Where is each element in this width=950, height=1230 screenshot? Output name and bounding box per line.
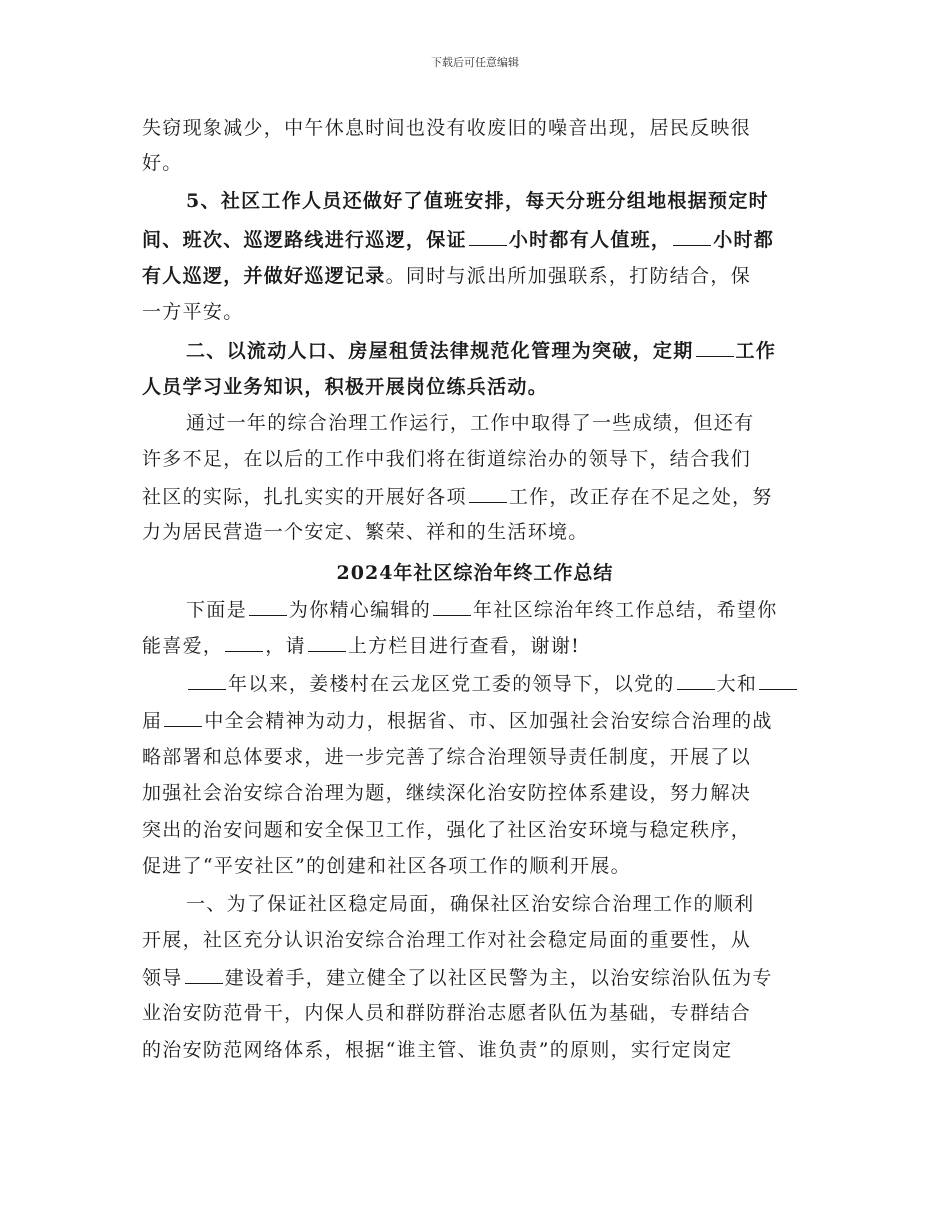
blank-underline <box>164 708 202 727</box>
blank-underline <box>469 227 507 246</box>
blank-underline <box>249 597 287 616</box>
page-header: 下载后可任意编辑 <box>431 56 519 69</box>
text-line: 下面是 为你精心编辑的 年社区综治年终工作总结，希望你 <box>186 599 778 621</box>
text-line: 社区的实际，扎扎实实的开展好各项 工作，改正存在不足之处，努 <box>142 486 773 508</box>
text-line: 能喜爱， ，请 上方栏目进行查看，谢谢! <box>142 635 581 657</box>
blank-underline <box>759 671 797 690</box>
text-line: 开展，社区充分认识治安综合治理工作对社会稳定局面的重要性，从 <box>142 929 752 951</box>
text-line: 间、班次、巡逻路线进行巡逻，保证 小时都有人值班， 小时都 <box>142 229 775 251</box>
text-line: 届 中全会精神为动力，根据省、市、区加强社会治安综合治理的战 <box>142 710 773 732</box>
blank-underline <box>433 597 471 616</box>
text-line: 一、为了保证社区稳定局面，确保社区治安综合治理工作的顺利 <box>186 893 755 915</box>
text-line: 促进了“平安社区”的创建和社区各项工作的顺利开展。 <box>142 855 631 877</box>
blank-underline <box>225 633 263 652</box>
text-line: 领导 建设着手，建立健全了以社区民警为主，以治安综治队伍为专 <box>142 967 773 989</box>
text-line: 失窃现象减少，中午休息时间也没有收废旧的噪音出现，居民反映很 <box>142 117 752 139</box>
text-line: 力为居民营造一个安定、繁荣、祥和的生活环境。 <box>142 521 589 543</box>
text-line: 二、以流动人口、房屋租赁法律规范化管理为突破，定期 工作 <box>186 340 777 362</box>
text-line: 通过一年的综合治理工作运行，工作中取得了一些成绩，但还有 <box>186 412 755 434</box>
blank-underline <box>469 484 507 503</box>
text-line: 一方平安。 <box>142 301 244 323</box>
text-line: 略部署和总体要求，进一步完善了综合治理领导责任制度，开展了以 <box>142 746 752 768</box>
blank-underline <box>673 227 711 246</box>
text-line: 好。 <box>142 152 183 174</box>
blank-underline <box>677 671 715 690</box>
text-line: 加强社会治安综合治理为题，继续深化治安防控体系建设，努力解决 <box>142 782 752 804</box>
text-line: 业治安防范骨干，内保人员和群防群治志愿者队伍为基础，专群结合 <box>142 1002 752 1024</box>
text-line: 人员学习业务知识，积极开展岗位练兵活动。 <box>142 376 549 398</box>
section-title: 2024年社区综治年终工作总结 <box>336 562 614 584</box>
text-line: 的治安防范网络体系，根据“谁主管、谁负责”的原则，实行定岗定 <box>142 1039 733 1061</box>
text-line: 突出的治安问题和安全保卫工作，强化了社区治安环境与稳定秩序， <box>142 819 752 841</box>
blank-underline <box>696 338 734 357</box>
blank-underline <box>185 965 223 984</box>
text-line: 5、社区工作人员还做好了值班安排，每天分班分组地根据预定时 <box>186 190 769 212</box>
blank-underline <box>188 671 226 690</box>
blank-underline <box>308 633 346 652</box>
text-line: 许多不足，在以后的工作中我们将在街道综治办的领导下，结合我们 <box>142 448 752 470</box>
text-line: 年以来，姜楼村在云龙区党工委的领导下，以党的 大和 <box>186 671 799 696</box>
text-line: 有人巡逻，并做好巡逻记录。同时与派出所加强联系，打防结合，保 <box>142 265 752 287</box>
